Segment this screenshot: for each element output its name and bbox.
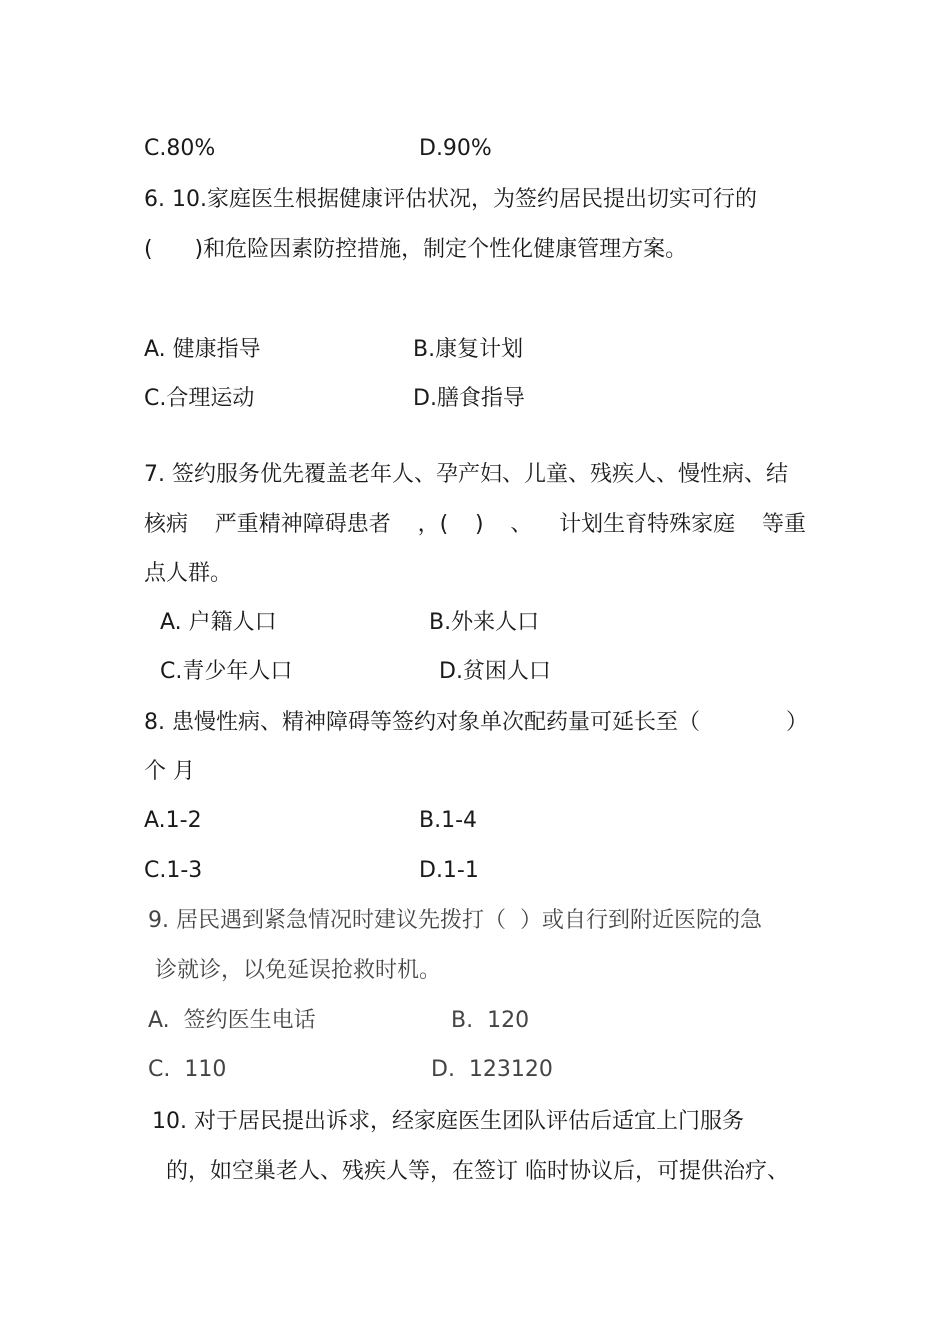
q9-option-d: D. 123120 (431, 1057, 553, 1082)
q8-text-line1: 8. 患慢性病、精神障碍等签约对象单次配药量可延长至（ (144, 710, 700, 735)
q8-text-line1-end: ） (786, 710, 809, 735)
q10-text-line1: 10. 对于居民提出诉求，经家庭医生团队评估后适宜上门服务 (152, 1109, 744, 1134)
q7-option-a: A. 户籍人口 (160, 610, 277, 635)
q7-text-line1: 7. 签约服务优先覆盖老年人、孕产妇、儿童、残疾人、慢性病、结 (144, 462, 788, 487)
q5-option-d: D.90% (419, 136, 492, 161)
q6-option-a: A. 健康指导 (144, 337, 261, 362)
q7-line2-part: 等重 (761, 512, 806, 537)
q7-line2-part: ) (474, 512, 484, 537)
q6-text-line1: 6. 10.家庭医生根据健康评估状况，为签约居民提出切实可行的 (144, 187, 757, 212)
q8-option-a: A.1-2 (144, 808, 202, 833)
q9-option-b: B. 120 (451, 1008, 530, 1033)
q10-text-line2: 的，如空巢老人、残疾人等，在签订 临时协议后，可提供治疗、 (166, 1159, 789, 1184)
q7-line2-part: 核病 (144, 512, 189, 537)
q7-line2-part: 计划生育特殊家庭 (559, 512, 736, 537)
q7-line2-part: 严重精神障碍患者 (214, 512, 391, 537)
q6-text-line2: ( )和危险因素防控措施，制定个性化健康管理方案。 (144, 237, 688, 262)
q9-text-line2: 诊就诊，以免延误抢救时机。 (155, 958, 442, 983)
q9-text-line1: 9. 居民遇到紧急情况时建议先拨打（ ）或自行到附近医院的急 (148, 908, 762, 933)
q7-option-b: B.外来人口 (429, 610, 540, 635)
q8-text-line2: 个 月 (144, 759, 195, 784)
q6-option-d: D.膳食指导 (413, 386, 525, 411)
q8-option-d: D.1-1 (419, 858, 479, 883)
q8-option-c: C.1-3 (144, 858, 203, 883)
q7-line2-part: ，( (417, 512, 449, 537)
q8-option-b: B.1-4 (419, 808, 478, 833)
q7-option-d: D.贫困人口 (439, 659, 551, 684)
q7-text-line3: 点人群。 (144, 561, 233, 586)
q7-text-line2 (144, 510, 806, 540)
q6-option-c: C.合理运动 (144, 386, 255, 411)
q5-option-c: C.80% (144, 136, 216, 161)
q7-option-c: C.青少年人口 (160, 659, 293, 684)
q7-line2-part: 、 (510, 512, 533, 537)
q9-option-a: A. 签约医生电话 (148, 1008, 316, 1033)
q9-option-c: C. 110 (148, 1057, 227, 1082)
q6-option-b: B.康复计划 (413, 337, 524, 362)
